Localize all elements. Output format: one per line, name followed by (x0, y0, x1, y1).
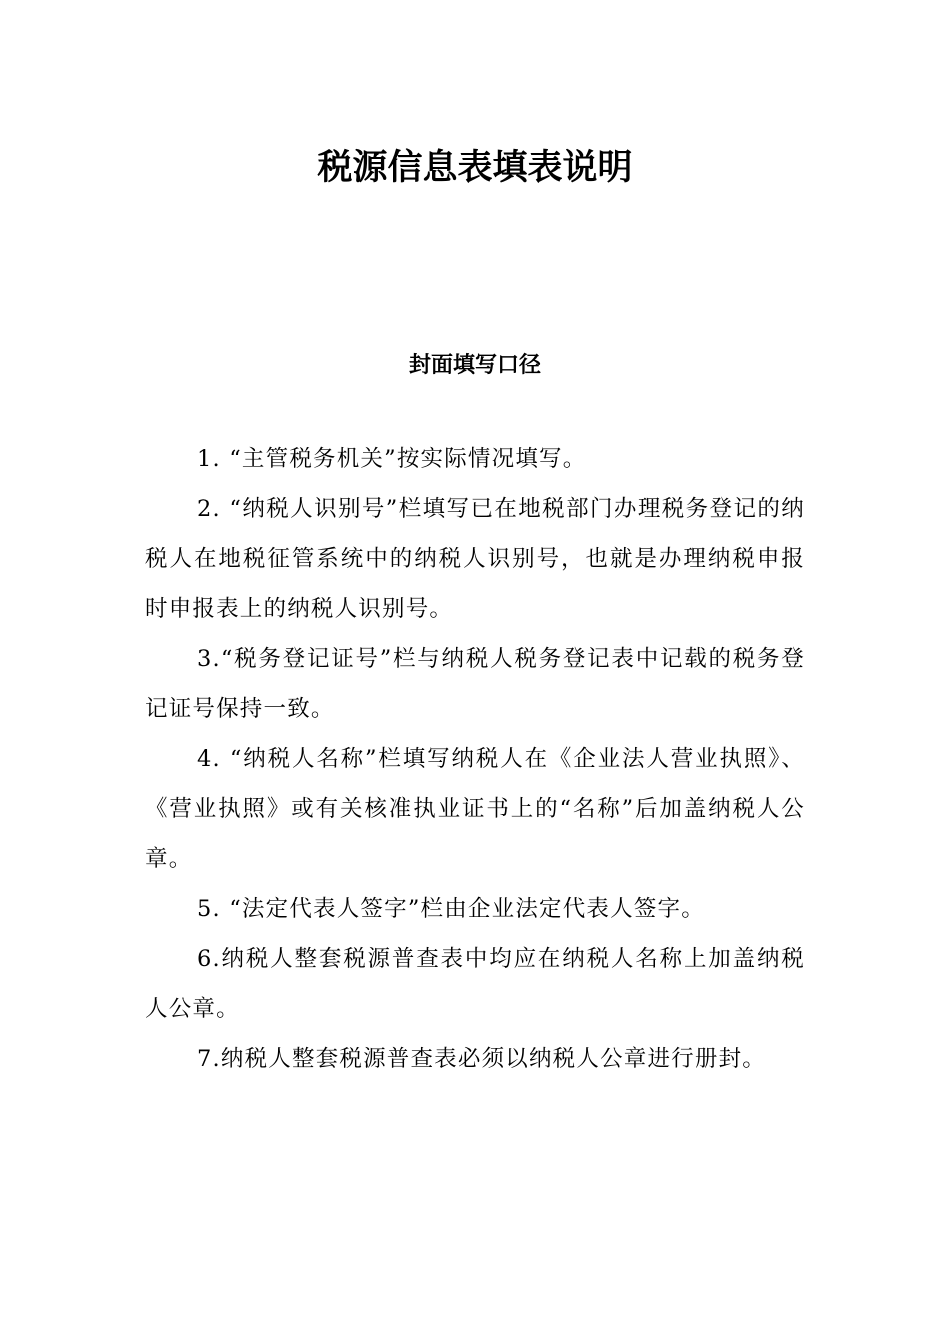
instruction-item-6: 6.纳税人整套税源普查表中均应在纳税人名称上加盖纳税人公章。 (145, 946, 805, 1022)
instruction-item-4: 4. “纳税人名称”栏填写纳税人在《企业法人营业执照》、《营业执照》或有关核准执业证书上的“名称”后加盖纳税人公章。 (145, 746, 805, 872)
instructions-body (145, 434, 805, 1084)
instruction-item-7: 7.纳税人整套税源普查表必须以纳税人公章进行册封。 (197, 1046, 766, 1072)
instruction-item-3: 3.“税务登记证号”栏与纳税人税务登记表中记载的税务登记证号保持一致。 (145, 646, 805, 722)
instruction-item-1: 1. “主管税务机关”按实际情况填写。 (197, 446, 587, 472)
document-title: 税源信息表填表说明 (317, 147, 633, 188)
section-title: 封面填写口径 (408, 352, 541, 378)
instruction-item-5: 5. “法定代表人签字”栏由企业法定代表人签字。 (197, 896, 705, 922)
instruction-item-2: 2. “纳税人识别号”栏填写已在地税部门办理税务登记的纳税人在地税征管系统中的纳税人识别号，也就是办理纳税申报时申报表上的纳税人识别号。 (145, 496, 805, 622)
